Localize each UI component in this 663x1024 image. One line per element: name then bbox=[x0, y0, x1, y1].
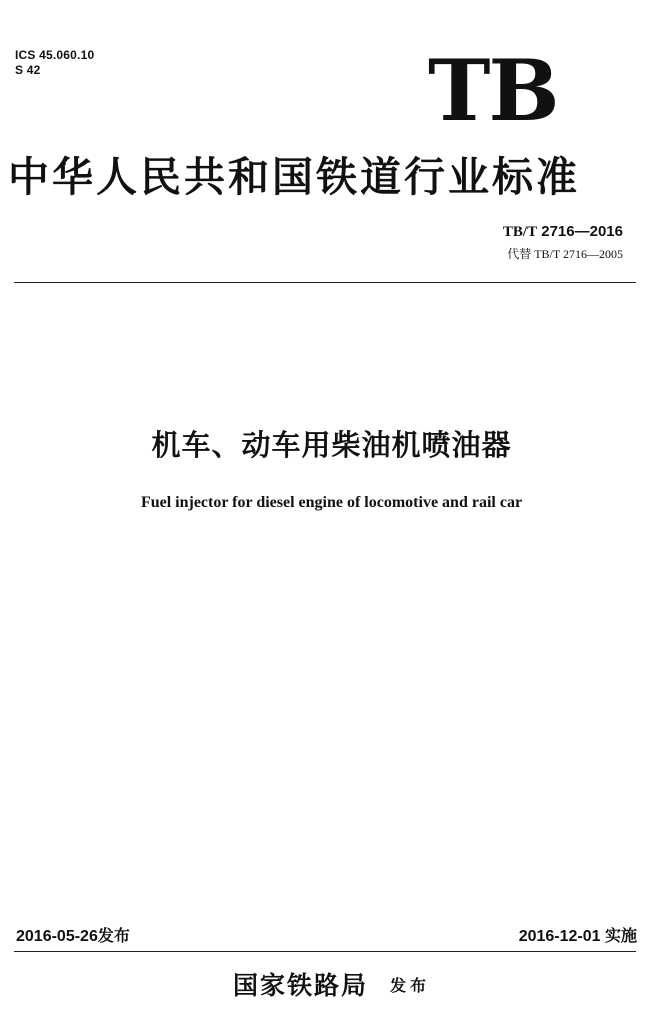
ics-code: ICS 45.060.10 bbox=[15, 48, 95, 62]
document-title-cn: 机车、动车用柴油机喷油器 bbox=[151, 428, 512, 462]
standard-type-title: 中华人民共和国铁道行业标准 bbox=[8, 153, 580, 201]
implementation-date bbox=[519, 926, 637, 948]
bottom-divider bbox=[14, 951, 636, 952]
publisher-organization: 国家铁路局 bbox=[232, 971, 368, 1000]
document-title-en: Fuel injector for diesel engine of locomotive and rail car bbox=[140, 494, 523, 511]
issue-date bbox=[16, 926, 130, 948]
standard-number bbox=[503, 222, 623, 242]
standard-code: TB/T bbox=[502, 224, 538, 240]
tb-logo: TB bbox=[428, 41, 558, 140]
publisher bbox=[0, 966, 663, 1002]
issue-date-value: 2016-05-26 bbox=[16, 928, 98, 945]
replaces-standard bbox=[507, 246, 623, 262]
replaces-value: TB/T 2716—2005 bbox=[534, 247, 623, 261]
ccs-code: S 42 bbox=[15, 63, 41, 77]
classification-codes bbox=[15, 48, 94, 78]
top-divider bbox=[14, 282, 636, 283]
implementation-label: 实施 bbox=[604, 928, 637, 945]
publisher-action: 发布 bbox=[390, 975, 431, 995]
replaces-label: 代替 bbox=[507, 247, 532, 261]
standard-number-value: 2716—2016 bbox=[541, 223, 623, 240]
issue-label: 发布 bbox=[97, 928, 130, 945]
implementation-date-value: 2016-12-01 bbox=[518, 928, 601, 945]
